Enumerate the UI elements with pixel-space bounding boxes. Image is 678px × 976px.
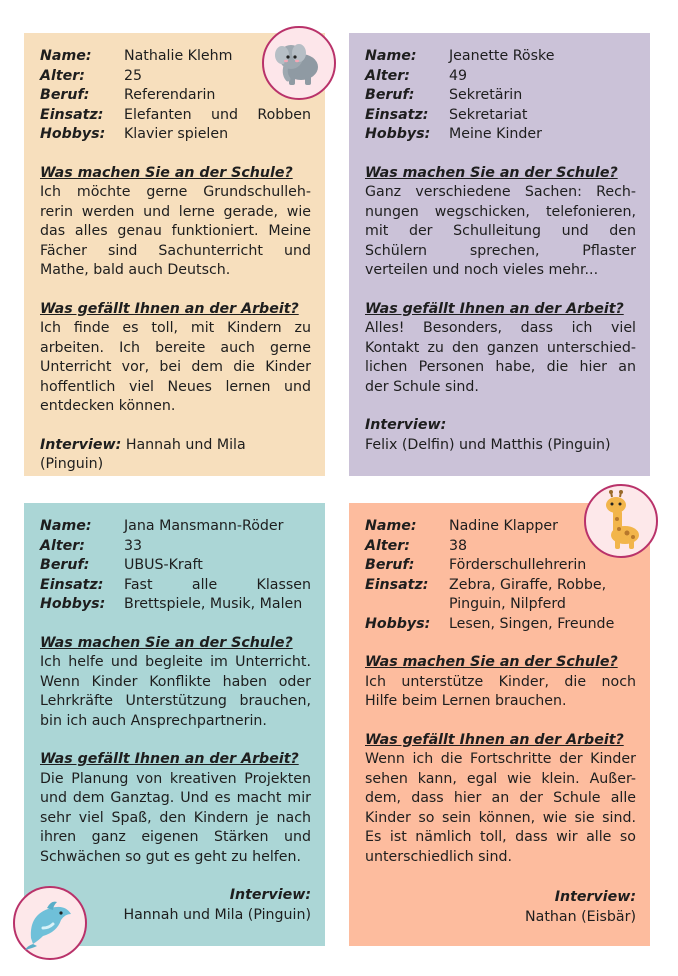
name-label: Name: (365, 518, 417, 534)
answer-line: entdecken können. (40, 398, 176, 414)
name-label: Name: (40, 518, 92, 534)
assignment-label: Einsatz: (40, 106, 104, 123)
assignment-value: Fast alle Klassen (124, 576, 311, 593)
question-school: Was machen Sie an der Schule? (365, 164, 618, 181)
question-school: Was machen Sie an der Schule? (40, 164, 293, 181)
age-label: Alter: (365, 537, 410, 554)
assignment-line: Pinguin, Nilpferd (449, 596, 566, 612)
interview-credit (40, 436, 311, 475)
profile-card-jana-mansmann-roeder (24, 503, 325, 946)
answer-line: Mathe, bald auch Deutsch. (40, 262, 231, 278)
job-value: UBUS-Kraft (124, 557, 203, 573)
answer-line: Unterricht vor, bei dem die Kinder (40, 359, 311, 375)
answer-line: Fächer sind Sachunterricht und (40, 242, 311, 259)
profile-card-nathalie-klehm (24, 33, 325, 476)
interview-label: Interview: (40, 436, 122, 453)
answer-line: lichen Personen habe, die hier an (365, 359, 636, 375)
answer-line: verteilen und noch vieles mehr... (365, 262, 599, 278)
assignment-label: Einsatz: (365, 106, 429, 123)
job-label: Beruf: (40, 87, 90, 103)
interviewers: Nathan (Eisbär) (525, 908, 636, 925)
interviewers: Hannah und Mila (Pinguin) (40, 436, 246, 472)
interview-credit (365, 416, 636, 455)
answer-line: Es ist nämlich toll, dass wir alle so (365, 829, 636, 845)
answer-school (40, 183, 311, 281)
profile-info (40, 517, 311, 615)
job-value: Referendarin (124, 87, 216, 103)
assignment-label: Einsatz: (40, 576, 104, 593)
assignment-label: Einsatz: (365, 576, 429, 593)
name-value: Nathalie Klehm (124, 48, 233, 64)
answer-line: arbeiten. Ich bereite auch gerne (40, 339, 311, 356)
profile-card-nadine-klapper (349, 503, 650, 946)
hobbies-label: Hobbys: (40, 126, 106, 142)
assignment-line: Zebra, Giraffe, Robbe, (449, 576, 607, 593)
answer-line: der Schule sind. (365, 378, 479, 395)
assignment-value (449, 576, 636, 615)
job-value: Sekretärin (449, 87, 523, 103)
answer-like (40, 770, 311, 868)
dolphin-icon (21, 894, 79, 952)
answer-school (365, 183, 636, 281)
hobbies-label: Hobbys: (40, 596, 106, 612)
interview-credit (365, 888, 636, 927)
question-like: Was gefällt Ihnen an der Arbeit? (40, 300, 299, 317)
profile-info (365, 47, 636, 145)
age-value: 49 (449, 67, 468, 84)
dolphin-badge (13, 886, 87, 960)
interviewers: Felix (Delfin) und Matthis (Pinguin) (365, 436, 611, 453)
answer-line: Alles! Besonders, dass ich viel (365, 320, 636, 336)
answer-line: Kinder so sein können, wie sie sind. (365, 809, 636, 826)
answer-school (365, 673, 636, 712)
answer-line: Wenn Kinder Konflikte haben oder (40, 673, 311, 690)
giraffe-icon (591, 489, 651, 553)
age-label: Alter: (40, 537, 85, 554)
hobbies-value: Brettspiele, Musik, Malen (124, 596, 303, 612)
age-value: 25 (124, 67, 143, 84)
answer-line: hoffentlich viel Neues lernen und (40, 378, 311, 395)
answer-line: Ich finde es toll, mit Kindern zu (40, 320, 311, 336)
name-label: Name: (40, 48, 92, 64)
interview-label: Interview: (229, 887, 311, 903)
answer-like (365, 319, 636, 397)
name-value: Jana Mansmann-Röder (124, 518, 284, 534)
answer-line: Hilfe beim Lernen brauchen. (365, 693, 567, 709)
answer-line: rerin werden und lerne gerade, wie (40, 203, 311, 220)
answer-line: sehr viel Spaß, den Kindern je nach (40, 809, 311, 826)
name-label: Name: (365, 48, 417, 64)
elephant-icon (269, 33, 329, 93)
answer-line: Wenn ich die Fortschritte der Kinder (365, 751, 636, 767)
answer-line: nungen wegschicken, telefonieren, (365, 203, 636, 220)
answer-line: das alles genau funktioniert. Meine (40, 223, 311, 239)
interview-label: Interview: (365, 417, 447, 433)
answer-line: unterschiedlich sind. (365, 848, 512, 865)
age-value: 33 (124, 537, 143, 554)
hobbies-value: Meine Kinder (449, 126, 542, 142)
answer-line: Ich unterstütze Kinder, die noch (365, 673, 636, 690)
hobbies-label: Hobbys: (365, 615, 431, 632)
answer-line: und dem Ganztag. Und es macht mir (40, 790, 311, 806)
question-like: Was gefällt Ihnen an der Arbeit? (365, 731, 624, 748)
answer-school (40, 653, 311, 731)
answer-line: Schülern sprechen, Pflaster (365, 242, 636, 259)
assignment-value: Elefanten und Robben (124, 106, 311, 123)
hobbies-value: Lesen, Singen, Freunde (449, 615, 615, 632)
answer-line: Lehrkräfte Unterstützung brauchen, (40, 693, 311, 709)
answer-line: dem, dass hier an der Schule alle (365, 790, 636, 806)
question-school: Was machen Sie an der Schule? (40, 634, 293, 651)
answer-like (40, 319, 311, 417)
answer-line: Ich helfe und begleite im Unterricht. (40, 654, 311, 670)
age-label: Alter: (40, 67, 85, 84)
name-value: Nadine Klapper (449, 518, 558, 534)
answer-line: sehen kann, egal wie klein. Außer- (365, 770, 636, 787)
answer-like (365, 750, 636, 867)
job-label: Beruf: (365, 557, 415, 573)
answer-line: Kontakt zu den ganzen unterschied- (365, 339, 636, 356)
question-like: Was gefällt Ihnen an der Arbeit? (40, 751, 299, 767)
giraffe-badge (584, 484, 658, 558)
answer-line: bin ich auch Ansprechpartnerin. (40, 712, 267, 729)
answer-line: Ich möchte gerne Grundschulleh- (40, 184, 311, 200)
question-like: Was gefällt Ihnen an der Arbeit? (365, 300, 624, 317)
interview-label: Interview: (554, 889, 636, 905)
job-label: Beruf: (365, 87, 415, 103)
question-school: Was machen Sie an der Schule? (365, 654, 618, 670)
job-label: Beruf: (40, 557, 90, 573)
answer-line: Ganz verschiedene Sachen: Rech- (365, 184, 636, 200)
interviewers: Hannah und Mila (Pinguin) (123, 906, 311, 923)
elephant-badge (262, 26, 336, 100)
age-label: Alter: (365, 67, 410, 84)
profile-card-jeanette-roeske (349, 33, 650, 476)
hobbies-value: Klavier spielen (124, 126, 229, 142)
answer-line: mit der Schulleitung und den (365, 223, 636, 239)
answer-line: Schwächen so gut es geht zu helfen. (40, 848, 302, 865)
answer-line: ihren ganz eigenen Stärken und (40, 829, 311, 845)
name-value: Jeanette Röske (449, 48, 555, 64)
answer-line: Die Planung von kreativen Projekten (40, 770, 311, 787)
assignment-value: Sekretariat (449, 106, 528, 123)
age-value: 38 (449, 537, 468, 554)
job-value: Förderschullehrerin (449, 557, 587, 573)
hobbies-label: Hobbys: (365, 126, 431, 142)
